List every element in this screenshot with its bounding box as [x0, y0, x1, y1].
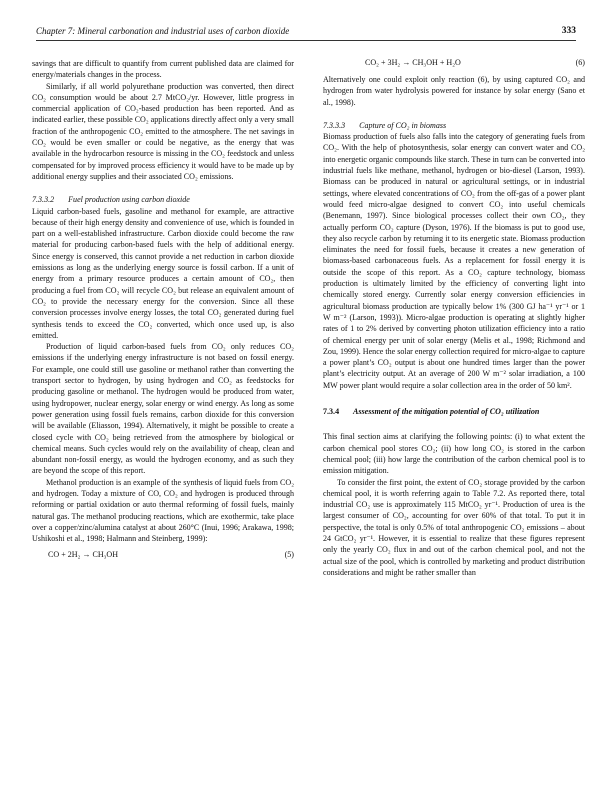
- paragraph: Similarly, if all world polyurethane production was converted, then direct CO₂ consumption would be about 2.7 MtCO₂/yr. However, little progress in commercial application of CO₂-based production has been reported. And as indicated earlier, these possible CO₂ applications directly affect only a very small fraction of the anthropogenic CO₂ emitted to the atmosphere. The net savings in CO₂ would be even smaller or could be negative, as the energy that was available in the hydrocarbon resource is missing in the CO₂ feedstock and unless compensated for by improved process efficiency it would have to be made up by additional energy supplies and their associated CO₂ emissions.: [32, 81, 294, 181]
- section-number: 7.3.3.3: [323, 120, 346, 130]
- paragraph: Methanol production is an example of the synthesis of liquid fuels from CO₂ and hydrogen. Today a mixture of CO, CO₂ and hydrogen is produced through reforming or partial oxidation or auto thermal reforming of fossil fuels, mainly natural gas. The methanol producing reactions, which are exothermic, take place over a copper/zinc/alumina catalyst at about 260°C (Inui, 1996; Arakawa, 1998; Ushikoshi et al., 1998; Halmann and Steinberg, 1999):: [32, 477, 294, 544]
- equation-body: CO₂ + 3H₂ → CH₃OH + H₂O: [365, 58, 461, 67]
- paragraph: Production of liquid carbon-based fuels from CO₂ only reduces CO₂ emissions if the underlying energy infrastructure is not based on fossil energy. For example, one could still use gasoline or methanol rather than converting the transport sector to hydrogen, by using hydrogen and CO₂ as feedstocks for producing gasoline or methanol. The hydrogen would be produced from water, using hydropower, nuclear energy, solar energy or wind energy. As long as some power generation using fossil fuels remains, carbon dioxide for this conversion will be available (Eliasson, 1994). Alternatively, it might be possible to create a closed cycle with CO₂ being retrieved from the atmosphere by biological or chemical means. Such cycles would rely on the availability of cheap, clean and abundant non-fossil energy, as would the hydrogen economy, and as such they are beyond the scope of this report.: [32, 342, 294, 476]
- section-title: Capture of CO₂ in biomass: [359, 120, 447, 130]
- section-heading-7-3-3-2: [32, 194, 294, 205]
- paragraph: This final section aims at clarifying the following points: (i) to what extent the carbon chemical pool stores CO₂; (ii) how long CO₂ is stored in the carbon chemical pool; (iii) how large the contribution of the carbon chemical pool is to emission mitigation.: [323, 432, 585, 476]
- section-number: 7.3.4: [323, 407, 340, 417]
- section-title: Assessment of the mitigation potential of CO₂ utilization: [353, 407, 540, 417]
- paragraph: Alternatively one could exploit only reaction (6), by using captured CO₂ and hydrogen from water hydrolysis powered for instance by solar energy (Sano et al., 1998).: [323, 75, 585, 107]
- running-header: [36, 26, 576, 41]
- section-number: 7.3.3.2: [32, 195, 55, 205]
- right-column: [323, 58, 585, 578]
- chapter-title: Chapter 7: Mineral carbonation and industrial uses of carbon dioxide: [36, 26, 290, 36]
- equation-5: [32, 544, 294, 566]
- section-heading-7-3-4: [323, 406, 585, 417]
- paragraph: savings that are difficult to quantify from current published data are claimed for energy/materials changes in the process.: [32, 59, 294, 80]
- left-column: [32, 58, 294, 566]
- equation-number: (6): [575, 58, 585, 67]
- paragraph: Biomass production of fuels also falls into the category of generating fuels from CO₂. With the help of photosynthesis, solar energy can convert water and CO₂ into energetic organic compounds like starch. These in turn can be converted into industrial fuels like methane, methanol, hydrogen or bio-diesel (Larson, 1993). Biomass can be produced in natural or agricultural settings, or in industrial settings, where elevated concentrations of CO₂ from the off-gas of a power plant would feed micro-algae designed to convert CO₂ into useful chemicals (Benemann, 1997). Since biological processes collect their own CO₂, they actually perform CO₂ capture (Dyson, 1976). If the biomass is put to good use, they also recycle carbon by returning it to its energetic state. Biomass production eliminates the need for fossil fuels, because it creates a new generation of biomass-based carbonaceous fuels. As a replacement for fossil energy it is outside the scope of this report. As a CO₂ capture technology, biomass production is ultimately limited by the efficiency of converting light into chemically stored energy. Currently solar energy conversion efficiencies in agricultural biomass production are typically below 1% (300 GJ ha⁻¹ yr⁻¹ or 1 W m⁻² (Larson, 1993)). Micro-algae production is operating at slightly higher rates of 1 to 2% derived by converting photon utilization efficiency into a ratio of chemical energy per unit of solar energy (Melis et al., 1998; Richmond and Zou, 1999). Hence the solar energy collection required for micro-algae to capture a power plant’s CO₂ output is about one hundred times larger than the power plant’s electricity output. At an average of 200 W m⁻² solar irradiation, a 100 MW power plant would require a solar collection area in the order of 50 km².: [323, 132, 585, 390]
- paragraph: Liquid carbon-based fuels, gasoline and methanol for example, are attractive because of their high energy density and convenience of use, which is founded in part on a well-established infrastructure. Carbon dioxide could become the raw material for producing carbon-based fuels with the help of additional energy. Since energy is conserved, this cannot provide a net reduction in carbon dioxide emissions as long as the underlying energy source is fossil carbon. If a unit of energy from a primary resource produces a certain amount of CO₂, then producing a fuel from CO₂ will recycle CO₂ but release an equivalent amount of CO₂ to provide the necessary energy for the conversion. Since all these conversion processes involve energy losses, the total CO₂ generated during fuel synthesis tends to exceed the CO₂ converted, which once used up, is also emitted.: [32, 206, 294, 340]
- section-heading-7-3-3-3: [323, 120, 585, 131]
- section-title: Fuel production using carbon dioxide: [68, 195, 190, 205]
- paragraph: To consider the first point, the extent of CO₂ storage provided by the carbon chemical pool, it is worth referring again to Table 7.2. As reported there, total industrial CO₂ use is approximately 115 MtCO₂ yr⁻¹. Production of urea is the largest consumer of CO₂, accounting for over 60% of that total. To put it in perspective, the total is only 0.5% of total anthropogenic CO₂ emissions – about 24 GtCO₂ yr⁻¹. However, it is essential to realize that these figures represent only the yearly CO₂ flux in and out of the carbon chemical pool, and not the actual size of the pool, which is controlled by marketing and product distribution considerations and might be rather smaller than: [323, 477, 585, 577]
- equation-6: [323, 52, 585, 74]
- equation-body: CO + 2H₂ → CH₃OH: [48, 550, 119, 560]
- page-number: 333: [561, 26, 576, 36]
- equation-number: (5): [284, 550, 294, 560]
